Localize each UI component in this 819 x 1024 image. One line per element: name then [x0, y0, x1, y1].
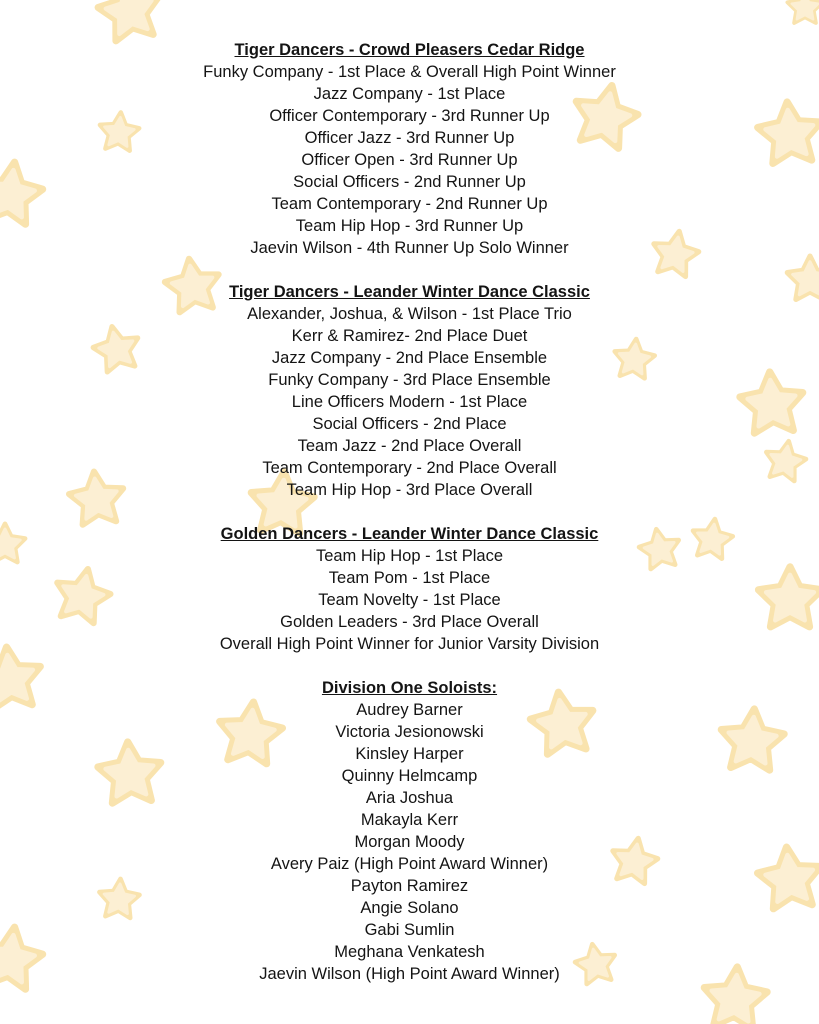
award-item: Victoria Jesionowski — [335, 723, 484, 741]
award-item: Officer Open - 3rd Runner Up — [301, 151, 518, 169]
star-icon — [98, 0, 158, 41]
award-item: Aria Joshua — [365, 789, 454, 807]
award-item: Jazz Company - 1st Place — [313, 85, 506, 103]
award-item: Payton Ramirez — [350, 877, 469, 895]
award-item: Alexander, Joshua, & Wilson - 1st Place Trio — [247, 305, 572, 323]
award-item: Team Contemporary - 2nd Runner Up — [271, 195, 548, 213]
award-item: Funky Company - 1st Place & Overall High Point Winner — [203, 63, 616, 81]
award-item: Avery Paiz (High Point Award Winner) — [270, 855, 549, 873]
section-heading: Golden Dancers - Leander Winter Dance Classic — [220, 525, 599, 543]
section-heading: Tiger Dancers - Leander Winter Dance Classic — [229, 283, 590, 301]
award-section — [0, 523, 819, 655]
award-item: Gabi Sumlin — [364, 921, 455, 939]
award-item: Team Contemporary - 2nd Place Overall — [262, 459, 557, 477]
award-item: Officer Jazz - 3rd Runner Up — [304, 129, 515, 147]
award-item: Team Hip Hop - 1st Place — [315, 547, 504, 565]
star-icon — [788, 0, 819, 23]
award-item: Funky Company - 3rd Place Ensemble — [268, 371, 551, 389]
award-item: Social Officers - 2nd Runner Up — [293, 173, 526, 191]
award-item: Morgan Moody — [354, 833, 465, 851]
award-item: Team Jazz - 2nd Place Overall — [297, 437, 522, 455]
award-item: Jazz Company - 2nd Place Ensemble — [271, 349, 548, 367]
award-item: Social Officers - 2nd Place — [312, 415, 507, 433]
award-item: Meghana Venkatesh — [334, 943, 485, 961]
award-item: Team Hip Hop - 3rd Runner Up — [295, 217, 524, 235]
award-item: Team Pom - 1st Place — [328, 569, 491, 587]
award-item: Quinny Helmcamp — [341, 767, 478, 785]
award-item: Overall High Point Winner for Junior Varsity Division — [219, 635, 600, 653]
award-item: Jaevin Wilson - 4th Runner Up Solo Winner — [250, 239, 569, 257]
award-item: Jaevin Wilson (High Point Award Winner) — [259, 965, 560, 983]
award-section — [0, 677, 819, 985]
award-item: Officer Contemporary - 3rd Runner Up — [269, 107, 550, 125]
awards-list — [0, 39, 819, 1007]
section-heading: Tiger Dancers - Crowd Pleasers Cedar Ridge — [234, 41, 585, 59]
award-item: Line Officers Modern - 1st Place — [291, 393, 528, 411]
award-item: Angie Solano — [360, 899, 459, 917]
award-item: Kerr & Ramirez- 2nd Place Duet — [291, 327, 528, 345]
award-item: Audrey Barner — [356, 701, 463, 719]
award-item: Kinsley Harper — [355, 745, 464, 763]
award-item: Team Hip Hop - 3rd Place Overall — [286, 481, 533, 499]
award-section — [0, 39, 819, 259]
award-item: Team Novelty - 1st Place — [318, 591, 501, 609]
award-section — [0, 281, 819, 501]
award-item: Makayla Kerr — [360, 811, 459, 829]
section-heading: Division One Soloists: — [321, 679, 498, 697]
award-item: Golden Leaders - 3rd Place Overall — [280, 613, 539, 631]
